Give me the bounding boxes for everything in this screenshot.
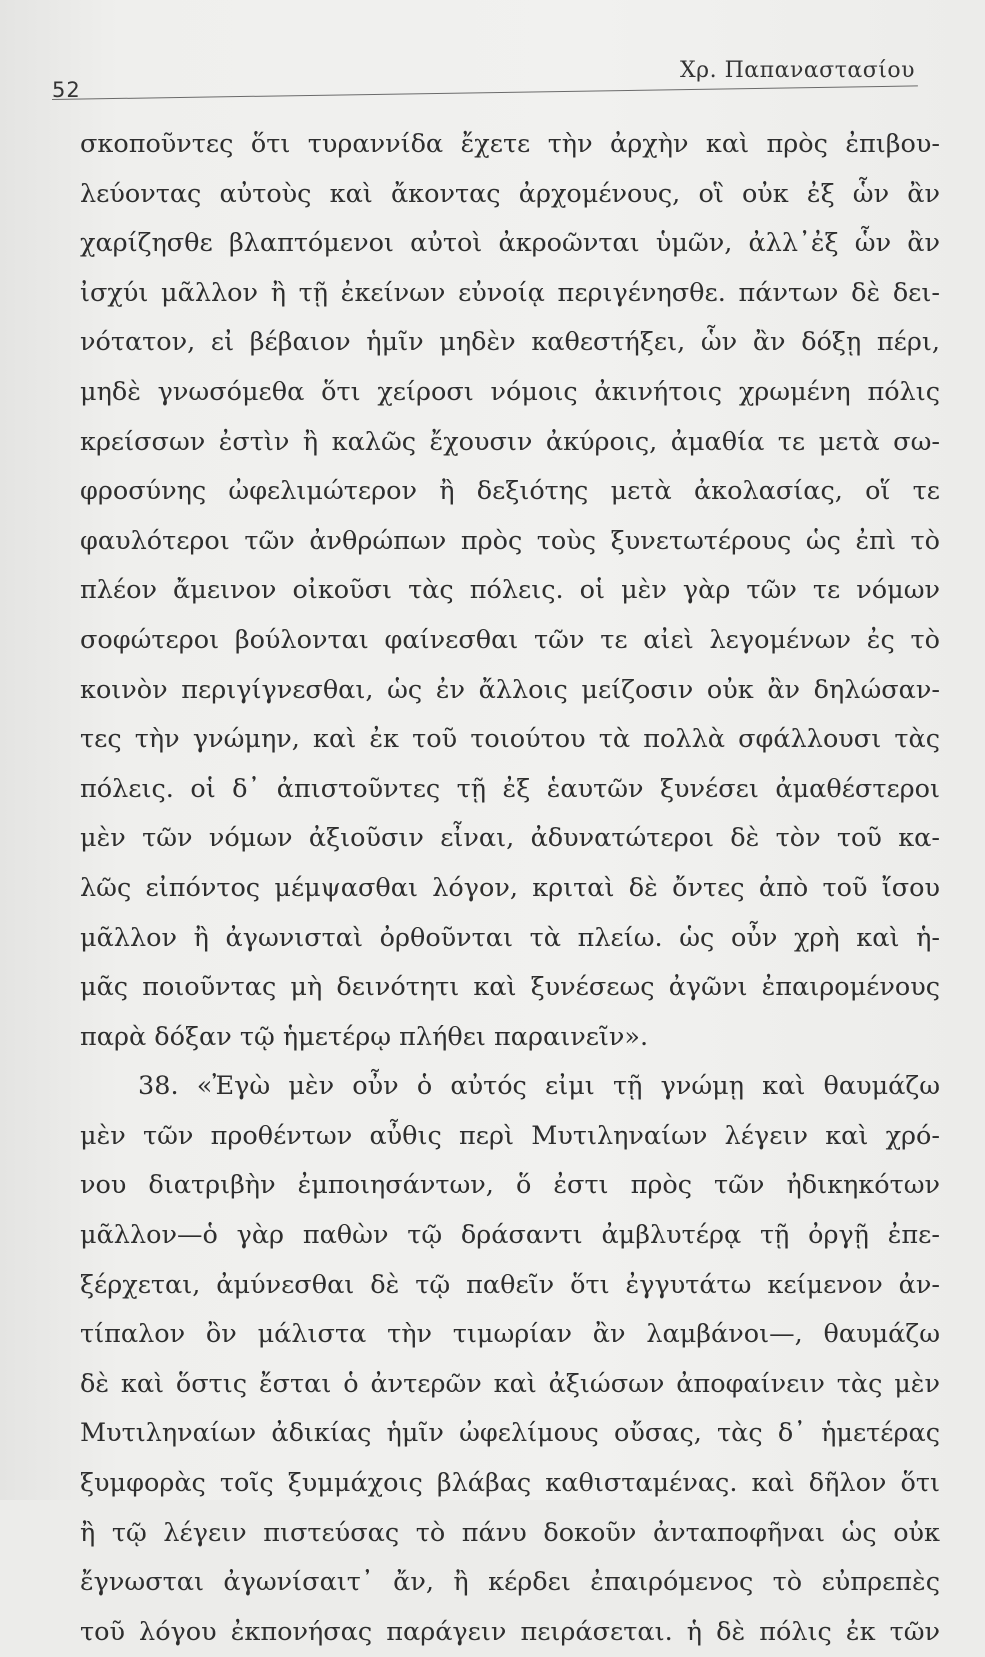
text-line: νότατον, εἰ βέβαιον ἡμῖν μηδὲν καθεστήξει, ὧν ἂν δόξῃ πέρι,: [80, 327, 940, 358]
text-line: ξυμφορὰς τοῖς ξυμμάχοις βλάβας καθισταμένας. καὶ δῆλον ὅτι: [80, 1468, 940, 1499]
header-rule: [52, 85, 918, 100]
page-number: 52: [52, 78, 81, 102]
text-line: μᾶλλον ἢ ἀγωνισταὶ ὀρθοῦνται τὰ πλείω. ὡς οὖν χρὴ καὶ ἡ-: [80, 922, 940, 953]
text-line: σοφώτεροι βούλονται φαίνεσθαι τῶν τε αἰεὶ λεγομένων ἐς τὸ: [80, 624, 940, 655]
text-line: νου διατριβὴν ἐμποιησάντων, ὅ ἐστι πρὸς τῶν ἠδικηκότων: [80, 1170, 940, 1201]
text-line: φαυλότεροι τῶν ἀνθρώπων πρὸς τοὺς ξυνετωτέρους ὡς ἐπὶ τὸ: [80, 525, 940, 556]
text-line: λῶς εἰπόντος μέμψασθαι λόγον, κριταὶ δὲ ὄντες ἀπὸ τοῦ ἴσου: [80, 872, 940, 903]
text-line: χαρίζησθε βλαπτόμενοι αὐτοὶ ἀκροῶνται ὑμῶν, ἀλλ᾽ἐξ ὧν ἂν: [80, 228, 940, 259]
text-line: φροσύνης ὠφελιμώτερον ἢ δεξιότης μετὰ ἀκολασίας, οἵ τε: [80, 476, 940, 507]
text-line: σκοποῦντες ὅτι τυραννίδα ἔχετε τὴν ἀρχὴν καὶ πρὸς ἐπιβου-: [80, 129, 940, 159]
text-line: δὲ καὶ ὅστις ἔσται ὁ ἀντερῶν καὶ ἀξιώσων ἀποφαίνειν τὰς μὲν: [80, 1368, 940, 1399]
text-line: πόλεις. οἱ δ᾽ ἀπιστοῦντες τῇ ἐξ ἑαυτῶν ξυνέσει ἀμαθέστεροι: [80, 773, 940, 804]
text-line: ἔγνωσται ἀγωνίσαιτ᾽ ἄν, ἢ κέρδει ἐπαιρόμενος τὸ εὐπρεπὲς: [80, 1567, 940, 1598]
text-line: λεύοντας αὐτοὺς καὶ ἄκοντας ἀρχομένους, οἳ οὐκ ἐξ ὧν ἂν: [80, 178, 940, 209]
paragraph-end-line: παρὰ δόξαν τῷ ἡμετέρῳ πλήθει παραινεῖν».: [80, 1021, 649, 1052]
text-line: ἰσχύι μᾶλλον ἢ τῇ ἐκείνων εὐνοίᾳ περιγένησθε. πάντων δὲ δει-: [80, 277, 940, 308]
section-38-first-line: 38. «Ἐγὼ μὲν οὖν ὁ αὐτός εἰμι τῇ γνώμῃ καὶ θαυμάζω: [138, 1071, 940, 1102]
text-body: [80, 120, 940, 1657]
running-head: Χρ. Παπαναστασίου: [680, 58, 915, 83]
text-line: πλέον ἄμεινον οἰκοῦσι τὰς πόλεις. οἱ μὲν γὰρ τῶν τε νόμων: [80, 575, 940, 606]
text-line: κρείσσων ἐστὶν ἢ καλῶς ἔχουσιν ἀκύροις, ἀμαθία τε μετὰ σω-: [80, 426, 940, 457]
text-line: ἢ τῷ λέγειν πιστεύσας τὸ πάνυ δοκοῦν ἀνταποφῆναι ὡς οὐκ: [80, 1517, 940, 1548]
text-line: τοῦ λόγου ἐκπονήσας παράγειν πειράσεται. ἡ δὲ πόλις ἐκ τῶν: [80, 1616, 940, 1647]
text-line: τες τὴν γνώμην, καὶ ἐκ τοῦ τοιούτου τὰ πολλὰ σφάλλουσι τὰς: [80, 724, 940, 755]
text-line: Μυτιληναίων ἀδικίας ἡμῖν ὠφελίμους οὔσας, τὰς δ᾽ ἡμετέρας: [80, 1418, 940, 1449]
text-line: μᾶλλον—ὁ γὰρ παθὼν τῷ δράσαντι ἀμβλυτέρᾳ τῇ ὀργῇ ἐπε-: [80, 1220, 940, 1251]
text-line: ξέρχεται, ἀμύνεσθαι δὲ τῷ παθεῖν ὅτι ἐγγυτάτω κείμενον ἀν-: [80, 1269, 940, 1300]
text-line: μὲν τῶν προθέντων αὖθις περὶ Μυτιληναίων λέγειν καὶ χρό-: [80, 1120, 940, 1151]
text-line: τίπαλον ὂν μάλιστα τὴν τιμωρίαν ἂν λαμβάνοι—, θαυμάζω: [80, 1319, 940, 1350]
text-line: κοινὸν περιγίγνεσθαι, ὡς ἐν ἄλλοις μείζοσιν οὐκ ἂν δηλώσαν-: [80, 674, 940, 705]
text-line: μηδὲ γνωσόμεθα ὅτι χείροσι νόμοις ἀκινήτοις χρωμένη πόλις: [80, 376, 940, 407]
text-line: μᾶς ποιοῦντας μὴ δεινότητι καὶ ξυνέσεως ἀγῶνι ἐπαιρομένους: [80, 972, 940, 1003]
text-line: μὲν τῶν νόμων ἀξιοῦσιν εἶναι, ἀδυνατώτεροι δὲ τὸν τοῦ κα-: [80, 823, 940, 854]
